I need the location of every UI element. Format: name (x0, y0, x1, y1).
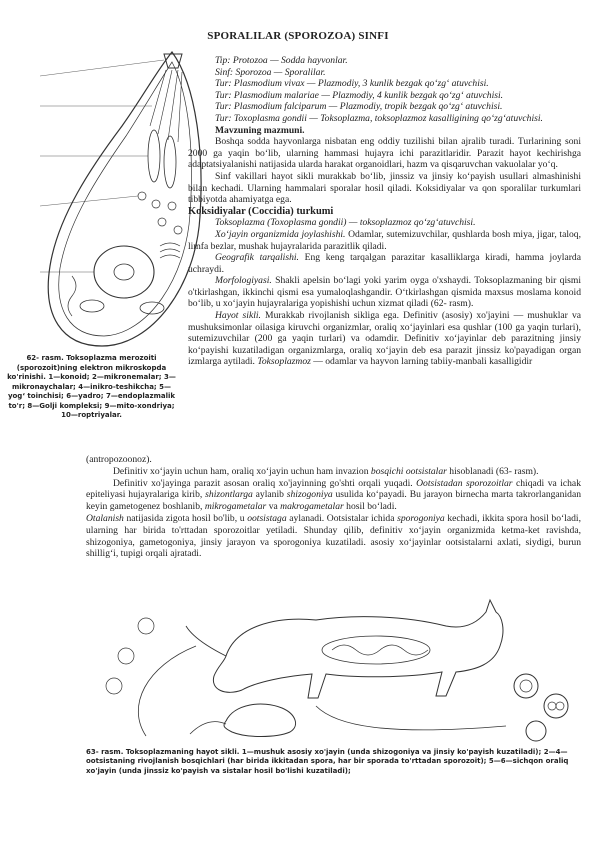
invasion-paragraph (86, 466, 581, 478)
figure-62-caption: 62- rasm. Toksoplazma merozoiti (sporozoit)ning elektron mikroskopda ko'rinishi. 1—konoid; 2—mikronemalar; 3—mikronaychalar; 4—inikro-teshikcha; 5—yog‘ toinchisi; 6—yadro; 7—endoplazmalik to'r; 8—Golji kompleksi; 9—mito-xondriya; 10—roptriyalar. (7, 354, 176, 419)
order-heading: Koksidiyalar (Coccidia) turkumi (188, 205, 334, 217)
taxon-line: Sinf: Sporozoa — Sporalilar. (215, 66, 326, 78)
morph-label: Morfologiyasi. (215, 275, 272, 287)
cycle-paragraph (188, 310, 581, 368)
toxoplasmoz-word: Toksoplazmoz (257, 356, 311, 368)
taxon-line: Tur: Plasmodium vivax — Plazmodiy, 3 kunlik bezgak qo‘zg‘ atuvchisi. (215, 78, 489, 90)
otalanish-text: aylanadi. Ootsistalar ichida (286, 512, 398, 524)
cycle-label: Hayot sikli. (215, 310, 261, 322)
infect-text: va (266, 501, 281, 513)
conoid (164, 54, 182, 68)
micronemes (138, 192, 146, 200)
toxoplasma-merozoite-figure (32, 46, 210, 366)
infect-text: Definitiv xo'jayinga parazit asosan oraliq xo'jayinning go'shti orqali yuqadi. (113, 477, 417, 489)
nucleus (94, 246, 154, 298)
taxon-line: Tip: Protozoa — Sodda hayvonlar. (215, 55, 348, 66)
habitat-text: Odamlar, sutemizuvchilar, qushlarda bosh miya, jigar, taloq, limfa bezlar, mushak hujayralarida parazitlik qiladi. (188, 228, 581, 252)
right-text-column (188, 55, 581, 368)
infect-italic: Ootsistadan sporozoitlar (416, 477, 513, 489)
rhoptry (164, 136, 176, 188)
invasion-text-a: Definitiv xo‘jayin uchun ham, oraliq xo‘jayin uchun ham invazion (113, 465, 371, 477)
geo-label: Geografik tarqalishi. (215, 252, 299, 264)
otalanish-text: natijasida zigota hosil bo'lib, u (123, 512, 248, 524)
taxon-line: Tur: Plasmodium falciparum — Plazmodiy, tropik bezgak qo‘zg‘ atuvchisi. (215, 101, 503, 113)
invasion-italic: bosqichi ootsistalar (370, 465, 447, 477)
mavzu-heading: Mavzuning mazmuni. (215, 124, 305, 136)
cat-drawing (213, 600, 503, 698)
cyst (118, 648, 134, 664)
otalanish-italic: sporogoniya (397, 512, 445, 524)
mouse-drawing (224, 704, 296, 736)
cycle-text-a: Murakkab rivojlanish sikliga ega. Definitiv (asosiy) xo'jayini — mushuklar va mushuksimonlar oilasiga kiruvchi organizmlar, oraliq xo‘jayinlari esa qushlar (100 ga yaqin turlari), sutemizuvchilar (200 ga yaqin turlari) va odamdir. Definitiv xo‘jayinlar deb parazitning jinsiy ko‘payishi kuzatiladigan organizmlarga, oraliq xo‘jayin deb esa parazit jinssiz ko'payadigan organ izmlarga aytiladi. (188, 310, 582, 368)
toxoplasma-life-cycle-figure (86, 586, 581, 744)
habitat-paragraph (188, 229, 581, 252)
rhoptry (148, 130, 160, 182)
page-title: SPORALILAR (SPOROZOA) SINFI (207, 30, 389, 42)
taxon-line: Tur: Plasmodium malariae — Plazmodiy, 4 kunlik bezgak qo‘zg‘ atuvchisi. (215, 89, 504, 101)
inner-membrane (59, 62, 192, 336)
geo-text: Eng keng tarqalgan parazitar kasalliklarga kiradi, hamma joylarda uchraydi. (188, 252, 581, 275)
infect-italic: makrogametalar (280, 501, 344, 513)
cycle-text-b: — odamlar va hayvon larning tabiiy-manbali kasalligidir (310, 356, 533, 368)
anthropo-line: (antropozoonoz). (86, 454, 152, 465)
cat-intestine (322, 636, 430, 664)
otalanish-paragraph (86, 513, 581, 560)
oocyst-stage (526, 721, 546, 741)
oocyst-stage (514, 674, 538, 698)
infect-text: hosil bo‘ladi. (343, 501, 397, 513)
infect-paragraph (86, 478, 581, 513)
life-paragraph: Sinf vakillari hayot sikli murakkab bo‘lib, jinssiz va jinsiy ko‘payish usullari almashinishi bilan kechadi. Ularning hammalari sporalar hosil qiladi. Koksidiyalar va qon sporalilar turkumlari tibbiyotda ahamiyatga ega. (188, 170, 581, 206)
morph-text: Shakli apelsin bo‘lagi yoki yarim oyga o'xshaydi. Toksoplazmaning bir qismi o'tkirlashgan, ikkinchi qismi esa yumaloqlashgandir. O‘tkirlashgan qismida maxsus moslama konoid bo‘lib, u xo‘jayin hujayralariga yopishishi uchun xizmat qiladi (62- rasm). (188, 275, 581, 310)
infect-italic: mikrogametalar (204, 501, 267, 513)
invasion-text-b: hisoblanadi (63- rasm). (446, 465, 539, 477)
infect-text: aylanib (252, 489, 287, 501)
transmission-arrow (138, 646, 196, 736)
morph-paragraph (188, 275, 581, 310)
otalanish-text: kechadi, ikkita spora hosil bo‘ladi, ularning har birida to'rttadan sporozoitlar yetiladi. Shunday qilib, definitiv xo‘jayin organizmida ketma-ket ravishda, shizogoniya, gametogoniya, jinsiy jarayon va sporogoniya kuzatiladi. asosiy xo‘jayinlar ootsistalarni axlati, siydigi, burun shillig‘i, tupigi orqali ajratadi. (86, 512, 581, 560)
infect-text: usulida ko‘payadi. Bu jarayon birnecha marta takrorlanganidan keyin gametogenez boshlanib, (86, 489, 582, 513)
habitat-label: Xo‘jayin organizmida joylashishi. (215, 228, 346, 240)
taxon-line: Tur: Toxoplasma gondii — Toksoplazma, toksoplazmoz kasalligining qo‘zg‘atuvchisi. (215, 112, 543, 124)
infect-italic: shizontlarga (205, 489, 253, 501)
otalanish-italic: ootsistaga (247, 512, 287, 524)
endoplasmic-reticulum (68, 276, 76, 316)
intro-paragraph: Boshqa sodda hayvonlarga nisbatan eng oddiy tuzilishi bilan ajralib turadi. Turlarining soni 2000 ga yaqin bo‘lib, ularning hammasi hujayra ichi parazitlaridir. Parazit hayot kechirishga adaptatsiyalanishi natijasida ularda harakat organoidlari, hazm va qisqaruvchan vakuolalar yo‘q. (188, 136, 581, 171)
mitochondria (80, 300, 104, 312)
species-line: Toksoplazma (Toxoplasma gondii) — toksoplazmoz qo‘zg‘atuvchisi. (215, 217, 476, 229)
cell-outline (48, 52, 201, 346)
infect-text: chiqadi va ichak epiteliyasi hujayralariga kirib, (86, 477, 581, 501)
transmission-arrow (316, 706, 506, 730)
otalanish-italic: Otalanish (86, 512, 124, 524)
full-width-text (86, 454, 581, 560)
figure-63-caption: 63- rasm. Toksoplazmaning hayot sikli. 1—mushuk asosiy xo'jayin (unda shizogoniya va jinsiy ko'payish kuzatiladi); 2—4—ootsistaning rivojlanish bosqichlari (har birida ikkitadan spora, har bir sporada to'rttadan sporozoit); 5—6—sichqon oraliq xo'jayin (unda jinssiz ko'payish va sistalar hosil bo'lishi kuzatiladi); (86, 748, 569, 775)
geo-paragraph (188, 252, 581, 275)
golgi-complex (160, 243, 180, 258)
infect-italic: shizogoniya (286, 489, 333, 501)
